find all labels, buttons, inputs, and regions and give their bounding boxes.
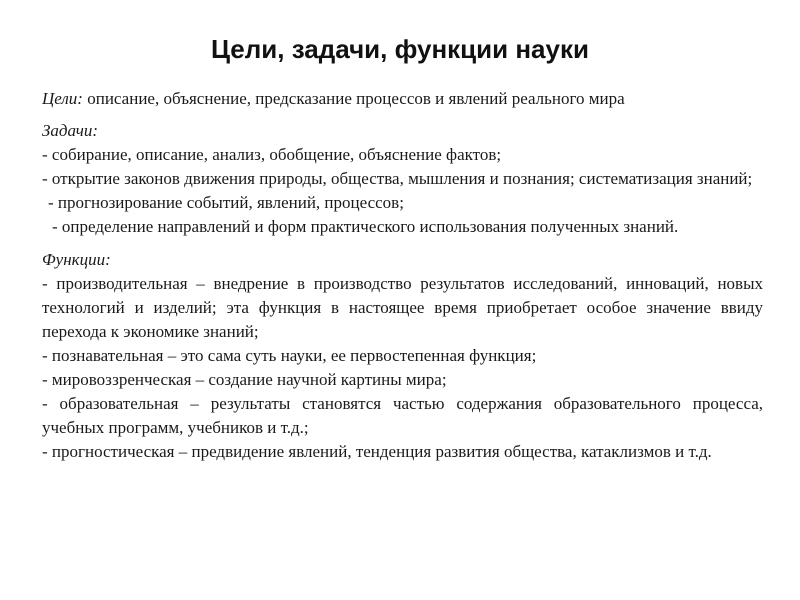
function-item: - мировоззренческая – создание научной картины мира; [42,370,447,389]
functions-label: Функции: [42,250,111,269]
slide-content [42,87,763,473]
task-item: - определение направлений и форм практического использования полученных знаний. [52,217,679,236]
function-item: - образовательная – результаты становятся частью содержания образовательного процесса, учебных программ, учебников и т.д.; [42,394,763,437]
task-item: - прогнозирование событий, явлений, процессов; [48,193,404,212]
goals-text: описание, объяснение, предсказание процессов и явлений реального мира [82,89,625,108]
slide-title: Цели, задачи, функции науки [211,34,589,64]
task-item: - собирание, описание, анализ, обобщение, объяснение фактов; [42,145,502,164]
function-item: - производительная – внедрение в производство результатов исследований, инноваций, новых технологий и изделий; эта функция в настоящее время приобретает особое значение ввиду перехода к экономике знаний; [42,274,763,341]
goals-paragraph [42,87,763,111]
goals-label: Цели: [42,89,83,108]
tasks-section [42,119,763,239]
functions-section [42,248,763,464]
tasks-label: Задачи: [42,121,99,140]
function-item: - прогностическая – предвидение явлений, тенденция развития общества, катаклизмов и т.д. [42,442,712,461]
task-item: - открытие законов движения природы, общества, мышления и познания; систематизация знаний; [42,169,753,188]
function-item: - познавательная – это сама суть науки, ее первостепенная функция; [42,346,537,365]
